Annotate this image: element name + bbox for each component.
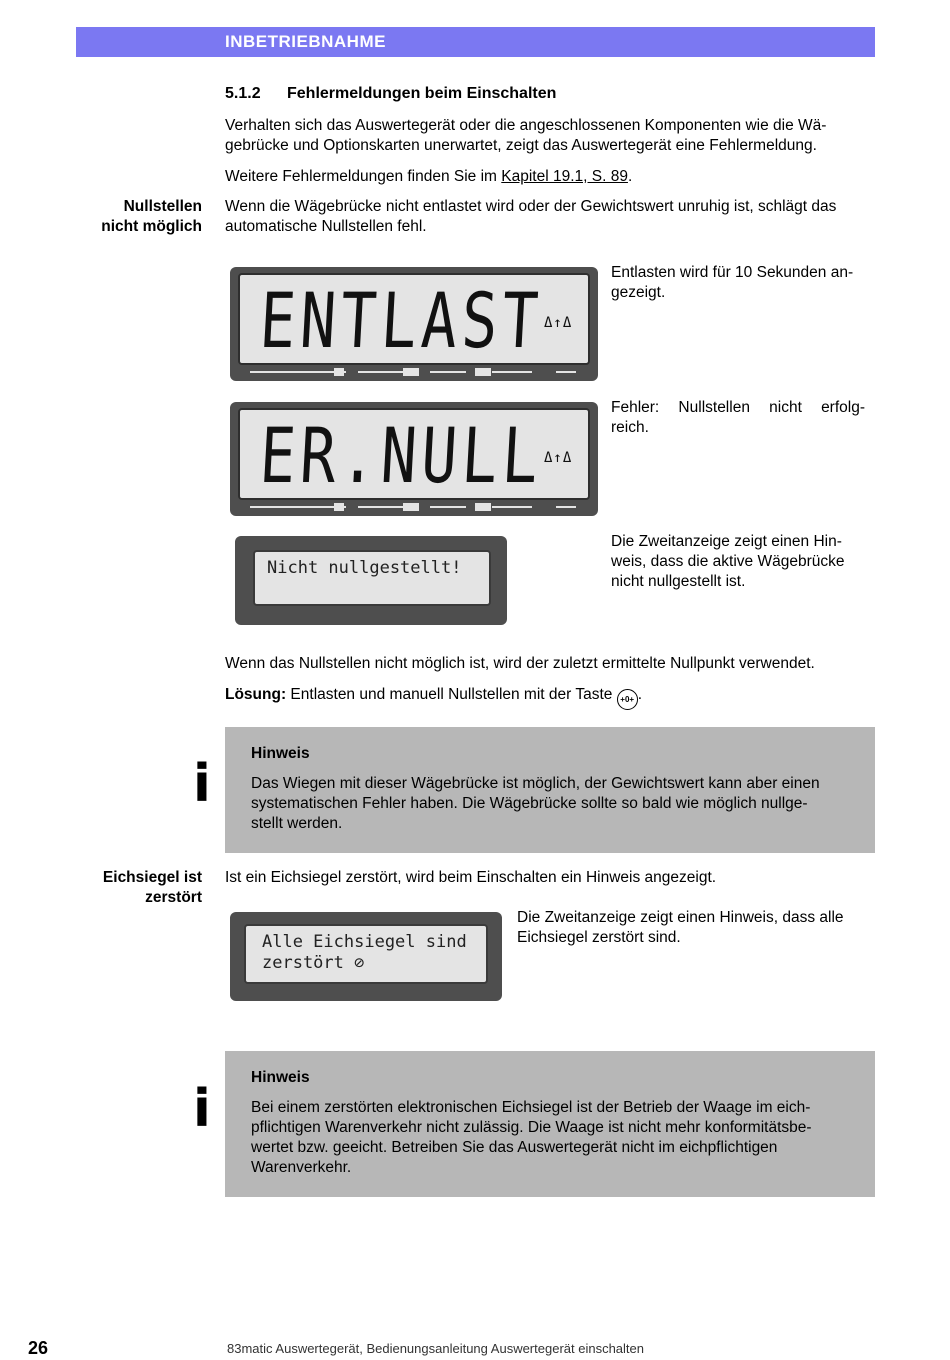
scale-icon: Δ↑Δ: [544, 315, 573, 331]
lcd-screen: [244, 924, 488, 984]
caption-ernull: [611, 398, 865, 438]
divider: [358, 371, 406, 373]
intro-text: .: [627, 168, 633, 185]
hint-title: Hinweis: [251, 745, 310, 762]
main-display-ernull: [230, 402, 598, 516]
hint-line: stellt werden.: [251, 815, 343, 832]
second-display-eichsiegel: [230, 912, 502, 1001]
dot-matrix-line: Alle Eichsiegel sind: [262, 932, 467, 952]
footer-text: 83matic Auswertegerät, Bedienungsanleitung Auswertegerät einschalten: [227, 1341, 644, 1356]
divider: [430, 506, 466, 508]
chapter-link[interactable]: Kapitel 19.1, S. 89: [501, 168, 628, 185]
solution-label: Lösung:: [225, 686, 287, 703]
header-bar: [76, 27, 875, 57]
caption-line: weis, dass die aktive Wägebrücke: [611, 553, 845, 570]
side-label-line: Eichsiegel ist: [102, 869, 202, 886]
network-icon: [334, 368, 344, 376]
hint-box-2: [225, 1051, 875, 1197]
segment-text: ER.NULL: [257, 411, 545, 500]
solution-body: Entlasten und manuell Nullstellen mit der Taste: [286, 686, 617, 703]
eichsiegel-text: Ist ein Eichsiegel zerstört, wird beim Einschalten ein Hinweis angezeigt.: [225, 869, 717, 886]
intro-text: Weitere Fehlermeldungen finden Sie im: [225, 168, 502, 185]
intro-paragraph-1: [225, 116, 875, 156]
dot-matrix-text: Nicht nullgestellt!: [267, 558, 462, 578]
side-label-line: Nullstellen: [123, 198, 202, 215]
network-icon: [334, 503, 344, 511]
section-number: 5.1.2: [225, 85, 261, 102]
intro-paragraph-2: [225, 167, 875, 187]
scale-icon: Δ↑Δ: [544, 450, 573, 466]
caption-line: Eichsiegel zerstört sind.: [517, 929, 681, 946]
solution-text: [225, 685, 875, 710]
lcd-screen: [253, 550, 491, 606]
zero-key-icon: +0+: [617, 689, 638, 710]
solution-end: .: [637, 686, 642, 703]
caption-nullgestellt: [611, 532, 873, 592]
keyboard-icon: [475, 503, 491, 511]
intro-line: Verhalten sich das Auswertegerät oder die angeschlossenen Komponenten wie die Wä-: [225, 117, 827, 134]
dot-matrix-line: zerstört ⊘: [262, 953, 365, 973]
page-number: 26: [28, 1338, 49, 1358]
caption-line: gezeigt.: [611, 284, 666, 301]
caption-line: Entlasten wird für 10 Sekunden an-: [611, 264, 854, 281]
hint-line: pflichtigen Warenverkehr nicht zulässig. Die Waage ist nicht mehr konformitätsbe-: [251, 1119, 812, 1136]
hint-line: Bei einem zerstörten elektronischen Eichsiegel ist der Betrieb der Waage im eich-: [251, 1099, 811, 1116]
keyboard-icon: [475, 368, 491, 376]
lcd-screen: [238, 273, 590, 365]
caption-line: Die Zweitanzeige zeigt einen Hin-: [611, 533, 842, 550]
caption-line: Die Zweitanzeige zeigt einen Hinweis, dass alle: [517, 909, 844, 926]
section-heading: [225, 84, 556, 104]
chapter-title: INBETRIEBNAHME: [225, 32, 386, 51]
info-icon: i: [193, 1079, 211, 1139]
hint-line: Das Wiegen mit dieser Wägebrücke ist möglich, der Gewichtswert kann aber einen: [251, 775, 820, 792]
lcd-screen: [238, 408, 590, 500]
segment-text: ENTLAST: [257, 276, 545, 365]
caption-entlast: [611, 263, 871, 303]
divider: [430, 371, 466, 373]
divider: [250, 371, 346, 373]
side-label-line: nicht möglich: [101, 218, 202, 235]
battery-icon: [403, 503, 419, 511]
caption-line: Fehler: Nullstellen nicht erfolg-: [611, 399, 865, 416]
intro-line: gebrücke und Optionskarten unerwartet, zeigt das Auswertegerät eine Fehlermeldung.: [225, 137, 817, 154]
divider: [556, 371, 576, 373]
divider: [492, 371, 532, 373]
divider: [250, 506, 346, 508]
main-display-entlast: [230, 267, 598, 381]
info-icon: i: [193, 754, 211, 814]
hint-line: wertet bzw. geeicht. Betreiben Sie das Auswertegerät nicht im eichpflichtigen: [251, 1139, 778, 1156]
hint-line: Warenverkehr.: [251, 1159, 352, 1176]
divider: [492, 506, 532, 508]
divider: [358, 506, 406, 508]
nullstellen-text: [225, 197, 875, 237]
battery-icon: [403, 368, 419, 376]
side-label-nullstellen: [60, 197, 202, 237]
second-display-nullgestellt: [235, 536, 507, 625]
side-label-eichsiegel: [60, 868, 202, 908]
divider: [556, 506, 576, 508]
hint-box-1: [225, 727, 875, 853]
caption-line: reich.: [611, 419, 649, 436]
caption-eichsiegel: [517, 908, 875, 948]
hint-title: Hinweis: [251, 1069, 310, 1086]
hint-line: systematischen Fehler haben. Die Wägebrücke sollte so bald wie möglich nullge-: [251, 795, 808, 812]
fallback-text: Wenn das Nullstellen nicht möglich ist, wird der zuletzt ermittelte Nullpunkt verwendet.: [225, 655, 815, 672]
text-line: Wenn die Wägebrücke nicht entlastet wird oder der Gewichtswert unruhig ist, schlägt das: [225, 198, 837, 215]
side-label-line: zerstört: [145, 889, 202, 906]
text-line: automatische Nullstellen fehl.: [225, 218, 427, 235]
section-title: Fehlermeldungen beim Einschalten: [287, 85, 557, 102]
caption-line: nicht nullgestellt ist.: [611, 573, 746, 590]
